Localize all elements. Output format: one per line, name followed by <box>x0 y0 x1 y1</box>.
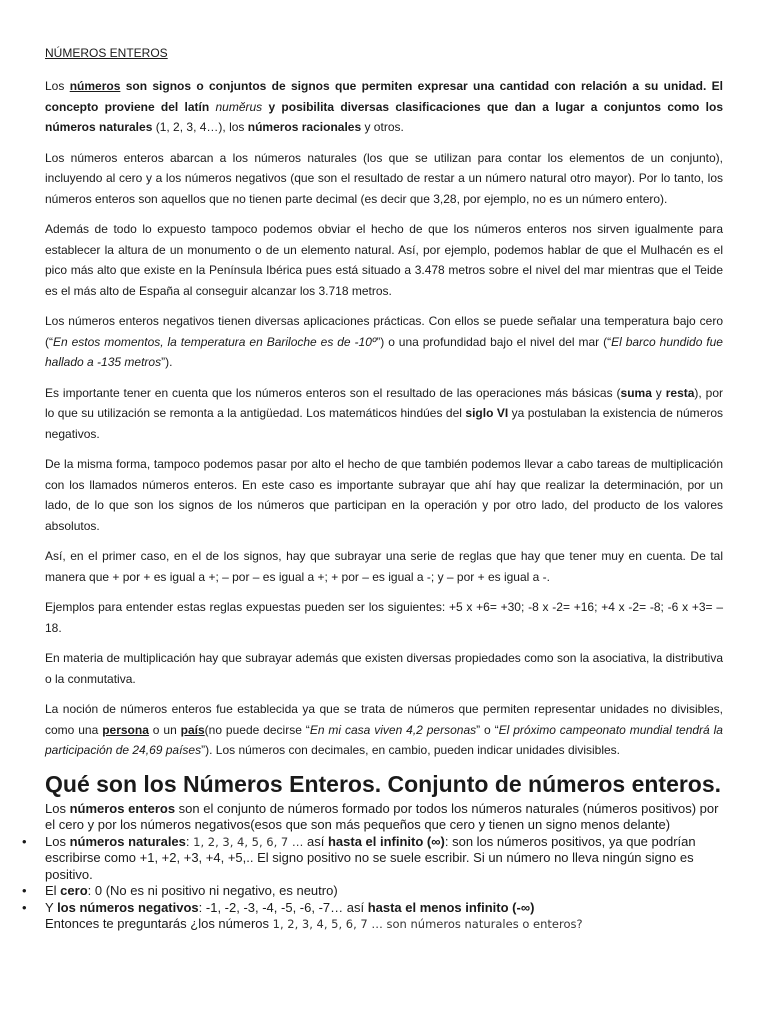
text-span: ”). Los números con decimales, en cambio, pueden indicar unidades divisibles. <box>201 743 621 757</box>
paragraph-enteros-definition: Los números enteros abarcan a los números naturales (los que se utilizan para contar los elementos de un conjunto), incluyendo al cero y a los números negativos (que son el resultado de restar a un número natural otro mayor). Por lo tanto, los números enteros son aquellos que no tienen parte decimal (es decir que 3,28, por ejemplo, no es un número entero). <box>45 150 723 206</box>
bullet-list <box>22 833 723 917</box>
list-item <box>22 883 723 900</box>
text-span: ”). <box>161 355 173 369</box>
paragraph-altura-ejemplo: Además de todo lo expuesto tampoco podemos obviar el hecho de que los números enteros nos sirven igualmente para establecer la altura de un monumento o de un elemento natural. Así, por ejemplo, podemos hablar de que el Mulhacén es el pico más alto que existe en la Península Ibérica pues está situado a 3.478 metros sobre el nivel del mar mientras que el Teide es el más alto de España al conseguir alcanzar los 3.718 metros. <box>45 222 723 298</box>
text-span: Entonces te preguntarás ¿los números <box>45 916 273 931</box>
text-span: Los números enteros negativos tienen diversas aplicaciones prácticas. Con ellos se puede señalar una temperatura bajo cero (“ <box>45 314 723 349</box>
resta-link[interactable]: resta <box>665 385 695 400</box>
paragraph-ejemplos: Ejemplos para entender estas reglas expuestas pueden ser los siguientes: +5 x +6= +30; -8 x -2= +16; +4 x -2= -8; -6 x +3= – 18. <box>45 600 723 635</box>
text-span: : <box>185 833 194 849</box>
list-item <box>22 899 723 917</box>
text-span: así <box>303 833 328 849</box>
text-span: y <box>651 385 666 400</box>
paragraph-numeros-definition <box>45 76 723 138</box>
number-sequence: 1, 2, 3, 4, 5, 6, 7 … <box>193 834 304 849</box>
number-sequence: 1, 2, 3, 4, 5, 6, 7 … <box>272 917 383 931</box>
text-span-bold: hasta el infinito (∞) <box>327 833 445 849</box>
text-span: Y <box>45 899 58 915</box>
paragraph-multiplicacion: De la misma forma, tampoco podemos pasar por alto el hecho de que también podemos llevar a cabo tareas de multiplicación con los llamados números enteros. En este caso es importante subrayar que ahí hay que realizar la determinación, por un lado, de lo que son los signos de los números que participan en la operación y por otro lado, del producto de los valores absolutos. <box>45 457 723 533</box>
numeros-naturales-link[interactable]: números naturales <box>45 120 153 134</box>
text-span: o un <box>148 722 181 737</box>
quote-temperatura: En estos momentos, la temperatura en Bariloche es de -10º <box>53 334 377 349</box>
numeros-racionales-link[interactable]: números racionales <box>247 120 362 134</box>
suma-link[interactable]: suma <box>620 385 652 400</box>
text-span: : 0 (No es ni positivo ni negativo, es neutro) <box>87 883 338 898</box>
text-span-bold: cero <box>60 883 88 898</box>
text-span: La noción de números enteros fue establecida ya que se trata de números que permiten representar unidades no divisibles, como una <box>45 702 723 737</box>
final-question <box>45 916 723 933</box>
pais-link[interactable]: país <box>180 722 205 737</box>
text-span: : -1, -2, -3, -4, -5, -6, -7… así <box>198 899 368 915</box>
paragraph-reglas-signos: Así, en el primer caso, en el de los signos, hay que subrayar una serie de reglas que hay que tener muy en cuenta. De tal manera que + por + es igual a +; – por – es igual a +; + por – es igual a -; y – por + es igual a -. <box>45 549 723 584</box>
bullet-icon: • <box>22 899 27 915</box>
text-span: son el conjunto de números formado por todos los números naturales (números positivos) por el cero y por los números negativos(esos que son más pequeños que cero y tienen un signo menos delante) <box>45 800 719 832</box>
intro-paragraph <box>45 801 723 834</box>
text-span: ), por lo que su utilización se remonta a la antigüedad. Los matemáticos hindúes del <box>45 385 724 420</box>
text-span: (no puede decirse “ <box>204 722 310 737</box>
bullet-icon: • <box>22 833 27 849</box>
text-span: ya postulaban la existencia de números negativos. <box>45 406 723 441</box>
text-span: son signos o conjuntos de signos que permiten expresar una cantidad con relación a su unidad. El concepto proviene del latín <box>45 79 724 114</box>
paragraph-propiedades: En materia de multiplicación hay que subrayar además que existen diversas propiedades como son la asociativa, la distributiva o la conmutativa. <box>45 651 723 686</box>
paragraph-operaciones-basicas <box>45 383 723 445</box>
text-span: : son los números positivos, ya que podrían escribirse como +1, +2, +3, +4, +5,.. El signo positivo no se suele escribir. Si un número no lleva ningún signo es positivo. <box>45 833 696 882</box>
text-span: Los <box>45 800 70 816</box>
text-span: Los <box>45 833 70 849</box>
latin-term: numĕrus <box>215 99 263 114</box>
list-item <box>22 833 723 884</box>
quote-barco: El barco hundido fue hallado a -135 metros <box>45 334 723 369</box>
bullet-icon: • <box>22 883 27 898</box>
document-title: NÚMEROS ENTEROS <box>45 46 168 60</box>
text-span: Es importante tener en cuenta que los números enteros son el resultado de las operaciones más básicas ( <box>45 385 621 400</box>
text-span: y otros. <box>361 120 404 134</box>
quote-campeonato: El próximo campeonato mundial tendrá la participación de 24,69 países <box>45 722 723 757</box>
text-span: ” o “ <box>476 722 499 737</box>
text-span: Los <box>45 79 70 93</box>
text-span: ”) o una profundidad bajo el nivel del mar (“ <box>376 334 612 349</box>
text-span-bold: números enteros <box>69 800 176 816</box>
text-span: y posibilita diversas clasificaciones que dan a lugar a conjuntos como los <box>262 99 723 114</box>
text-span: son números naturales o enteros? <box>382 917 583 931</box>
text-span-bold: hasta el menos infinito (-∞) <box>367 899 535 915</box>
text-span: El <box>45 883 61 898</box>
numeros-link[interactable]: números <box>69 79 121 93</box>
text-span-bold: los números negativos <box>57 899 199 915</box>
siglo-link[interactable]: siglo VI <box>465 406 509 420</box>
paragraph-negativos-aplicaciones <box>45 311 723 373</box>
text-span: (1, 2, 3, 4…), los <box>152 120 248 134</box>
quote-personas: En mi casa viven 4,2 personas <box>309 722 477 737</box>
text-span-bold: números naturales <box>69 833 186 849</box>
persona-link[interactable]: persona <box>102 722 149 737</box>
paragraph-unidades <box>45 699 723 761</box>
section-heading: Qué son los Números Enteros. Conjunto de números enteros. <box>45 770 722 797</box>
